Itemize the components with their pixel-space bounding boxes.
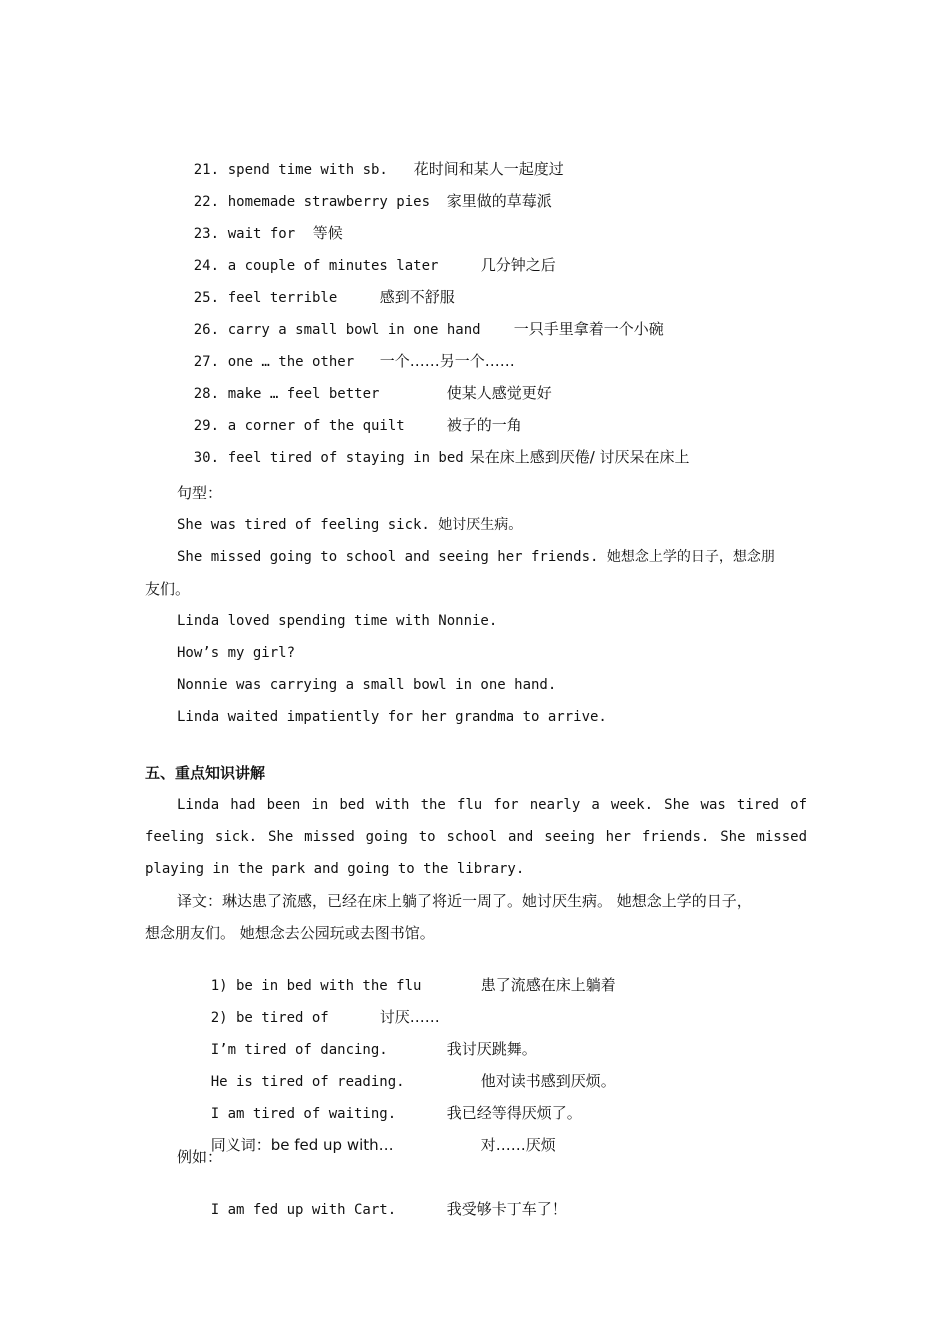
phrase-item xyxy=(160,235,556,274)
phrase-english: make … feel better xyxy=(227,386,380,402)
phrase-chinese: 家里做的草莓派 xyxy=(446,192,552,210)
phrase-number: 27. xyxy=(193,354,220,370)
key-point-english: 1) be in bed with the flu xyxy=(210,978,422,994)
sentence-line: Linda loved spending time with Nonnie. xyxy=(177,613,498,629)
phrase-item xyxy=(160,363,552,402)
example-chinese: 我受够卡丁车了！ xyxy=(446,1200,567,1218)
phrase-chinese: 被子的一角 xyxy=(446,416,522,434)
phrase-item xyxy=(160,139,564,178)
phrase-item xyxy=(160,427,690,466)
phrase-chinese: 呆在床上感到厌倦/ 讨厌呆在床上 xyxy=(469,448,690,466)
phrase-item xyxy=(160,299,664,338)
phrase-chinese: 等候 xyxy=(312,224,343,242)
phrase-chinese: 感到不舒服 xyxy=(379,288,455,306)
phrase-chinese: 花时间和某人一起度过 xyxy=(413,160,564,178)
phrase-english: a corner of the quilt xyxy=(227,418,405,434)
key-point xyxy=(177,987,440,1026)
phrase-number: 23. xyxy=(193,226,220,242)
section-heading: 五、重点知识讲解 xyxy=(145,764,266,782)
sentence-line: How’s my girl? xyxy=(177,645,296,661)
example-english: I’m tired of dancing. xyxy=(210,1042,388,1058)
example-sentence xyxy=(177,1051,616,1090)
phrase-english: one … the other xyxy=(227,354,355,370)
translation-line: 想念朋友们。 她想念去公园玩或去图书馆。 xyxy=(145,924,435,942)
example-sentence xyxy=(177,1179,567,1218)
phrase-number: 21. xyxy=(193,162,220,178)
translation-line: 译文：琳达患了流感，已经在床上躺了将近一周了。她讨厌生病。 她想念上学的日子， xyxy=(177,892,752,910)
phrase-item xyxy=(160,395,522,434)
phrase-item xyxy=(160,331,515,370)
example-english: I am tired of waiting. xyxy=(210,1106,397,1122)
phrase-number: 22. xyxy=(193,194,220,210)
sentence-line: Nonnie was carrying a small bowl in one hand. xyxy=(177,677,557,693)
synonym-chinese: 对……厌烦 xyxy=(480,1136,556,1154)
key-point-chinese: 讨厌…… xyxy=(379,1008,440,1026)
phrase-item xyxy=(160,203,343,242)
phrase-english: wait for xyxy=(227,226,296,242)
example-sentence xyxy=(177,1083,582,1122)
synonym-line xyxy=(177,1115,556,1154)
phrase-number: 30. xyxy=(193,450,220,466)
phrase-english: carry a small bowl in one hand xyxy=(227,322,481,338)
example-chinese: 他对读书感到厌烦。 xyxy=(480,1072,616,1090)
passage-line: Linda had been in bed with the flu for nearly a week. She was tired of xyxy=(177,797,807,813)
phrase-number: 25. xyxy=(193,290,220,306)
synonym-english: 同义词：be fed up with… xyxy=(210,1136,394,1154)
sentence-line: She missed going to school and seeing her friends. 她想念上学的日子，想念朋 xyxy=(177,549,775,565)
phrase-chinese: 几分钟之后 xyxy=(480,256,556,274)
phrase-chinese: 一个……另一个…… xyxy=(379,352,515,370)
sentence-patterns-label: 句型： xyxy=(177,484,223,502)
passage-line: playing in the park and going to the library. xyxy=(145,861,525,877)
phrase-item xyxy=(160,267,455,306)
key-point xyxy=(177,955,616,994)
phrase-number: 29. xyxy=(193,418,220,434)
phrase-number: 26. xyxy=(193,322,220,338)
sentence-line: 友们。 xyxy=(145,580,191,598)
sentence-line: She was tired of feeling sick. 她讨厌生病。 xyxy=(177,517,523,533)
key-point-english: 2) be tired of xyxy=(210,1010,329,1026)
example-chinese: 我已经等得厌烦了。 xyxy=(446,1104,582,1122)
phrase-english: spend time with sb. xyxy=(227,162,388,178)
sentence-line: Linda waited impatiently for her grandma to arrive. xyxy=(177,709,607,725)
phrase-item xyxy=(160,171,552,210)
phrase-english: feel tired of staying in bed xyxy=(227,450,464,466)
example-label: 例如： xyxy=(177,1148,223,1166)
example-chinese: 我讨厌跳舞。 xyxy=(446,1040,537,1058)
phrase-number: 24. xyxy=(193,258,220,274)
phrase-chinese: 一只手里拿着一个小碗 xyxy=(513,320,664,338)
phrase-english: a couple of minutes later xyxy=(227,258,439,274)
phrase-english: feel terrible xyxy=(227,290,338,306)
phrase-number: 28. xyxy=(193,386,220,402)
phrase-english: homemade strawberry pies xyxy=(227,194,431,210)
example-english: I am fed up with Cart. xyxy=(210,1202,397,1218)
example-sentence xyxy=(177,1019,537,1058)
key-point-chinese: 患了流感在床上躺着 xyxy=(480,976,616,994)
passage-line: feeling sick. She missed going to school and seeing her friends. She missed xyxy=(145,829,807,845)
example-english: He is tired of reading. xyxy=(210,1074,405,1090)
phrase-chinese: 使某人感觉更好 xyxy=(446,384,552,402)
